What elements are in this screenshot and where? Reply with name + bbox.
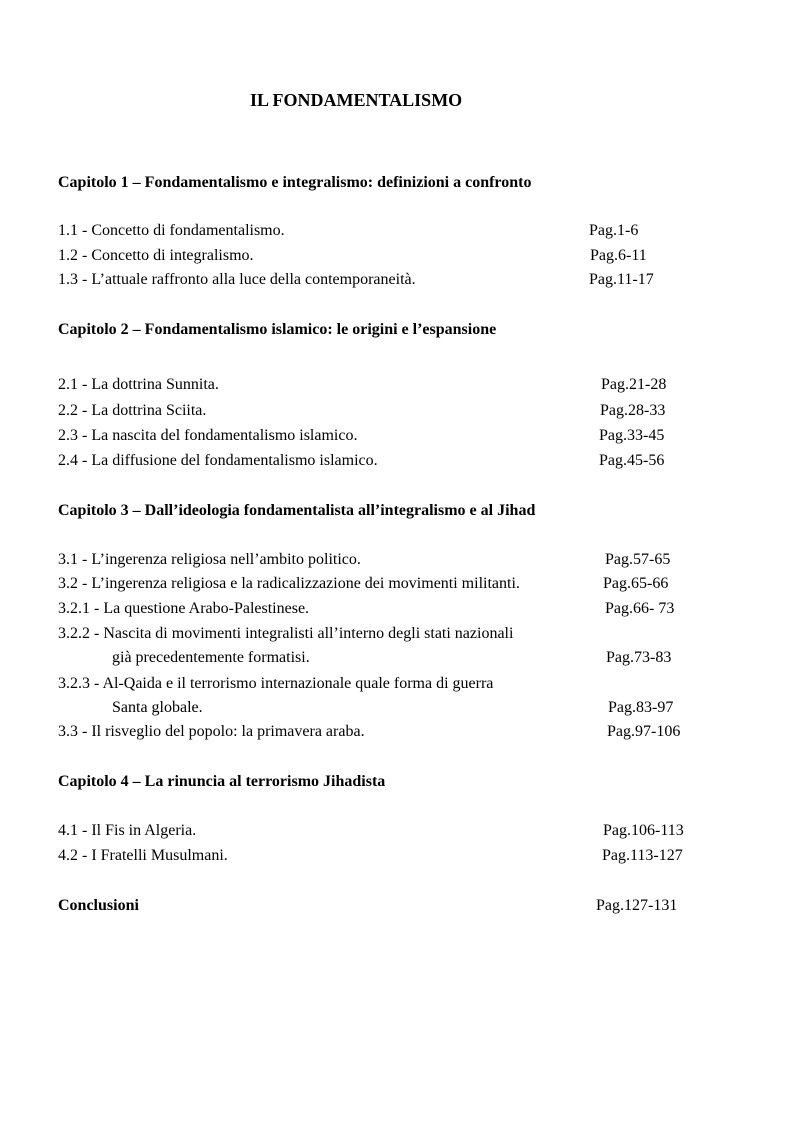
toc-page-1-3: Pag.11-17 xyxy=(589,271,654,288)
toc-page-1-1: Pag.1-6 xyxy=(589,222,639,239)
toc-page-3-2-2: Pag.73-83 xyxy=(606,649,672,666)
toc-page-1-2: Pag.6-11 xyxy=(590,247,647,264)
toc-entry-1-3: 1.3 - L’attuale raffronto alla luce della contemporaneità. xyxy=(58,271,416,288)
toc-entry-2-1: 2.1 - La dottrina Sunnita. xyxy=(58,376,219,393)
toc-page-2-4: Pag.45-56 xyxy=(599,452,665,469)
conclusion-page: Pag.127-131 xyxy=(596,897,678,914)
conclusion-heading: Conclusioni xyxy=(58,897,139,914)
toc-entry-3-2-3-continuation: Santa globale. xyxy=(112,699,203,716)
toc-entry-4-2: 4.2 - I Fratelli Musulmani. xyxy=(58,847,228,864)
chapter-4-heading: Capitolo 4 – La rinuncia al terrorismo Jihadista xyxy=(58,773,386,790)
toc-entry-2-4: 2.4 - La diffusione del fondamentalismo islamico. xyxy=(58,452,378,469)
toc-page-4-1: Pag.106-113 xyxy=(603,822,684,839)
chapter-2-heading: Capitolo 2 – Fondamentalismo islamico: le origini e l’espansione xyxy=(58,321,497,338)
toc-entry-3-3: 3.3 - Il risveglio del popolo: la primavera araba. xyxy=(58,723,365,740)
document-title: IL FONDAMENTALISMO xyxy=(250,90,463,110)
toc-page-2-1: Pag.21-28 xyxy=(601,376,667,393)
toc-page-3-2-1: Pag.66- 73 xyxy=(605,600,675,617)
chapter-3-heading: Capitolo 3 – Dall’ideologia fondamentalista all’integralismo e al Jihad xyxy=(58,502,536,519)
toc-entry-3-2-2-continuation: già precedentemente formatisi. xyxy=(112,649,310,666)
toc-page-4-2: Pag.113-127 xyxy=(602,847,683,864)
toc-entry-3-2-3: 3.2.3 - Al-Qaida e il terrorismo internazionale quale forma di guerra xyxy=(58,675,494,692)
toc-entry-2-2: 2.2 - La dottrina Sciita. xyxy=(58,402,207,419)
toc-page-2-3: Pag.33-45 xyxy=(599,427,665,444)
toc-entry-2-3: 2.3 - La nascita del fondamentalismo islamico. xyxy=(58,427,358,444)
toc-entry-1-2: 1.2 - Concetto di integralismo. xyxy=(58,247,254,264)
toc-entry-3-2-1: 3.2.1 - La questione Arabo-Palestinese. xyxy=(58,600,310,617)
toc-page-3-1: Pag.57-65 xyxy=(605,551,671,568)
toc-entry-3-2: 3.2 - L’ingerenza religiosa e la radicalizzazione dei movimenti militanti. xyxy=(58,575,520,592)
toc-entry-1-1: 1.1 - Concetto di fondamentalismo. xyxy=(58,222,285,239)
toc-page-3-3: Pag.97-106 xyxy=(607,723,681,740)
toc-entry-3-2-2: 3.2.2 - Nascita di movimenti integralisti all’interno degli stati nazionali xyxy=(58,625,514,642)
toc-page-3-2: Pag.65-66 xyxy=(603,575,669,592)
toc-page-2-2: Pag.28-33 xyxy=(600,402,666,419)
toc-entry-3-1: 3.1 - L’ingerenza religiosa nell’ambito politico. xyxy=(58,551,361,568)
toc-page-3-2-3: Pag.83-97 xyxy=(608,699,674,716)
toc-entry-4-1: 4.1 - Il Fis in Algeria. xyxy=(58,822,197,839)
chapter-1-heading: Capitolo 1 – Fondamentalismo e integralismo: definizioni a confronto xyxy=(58,174,532,191)
